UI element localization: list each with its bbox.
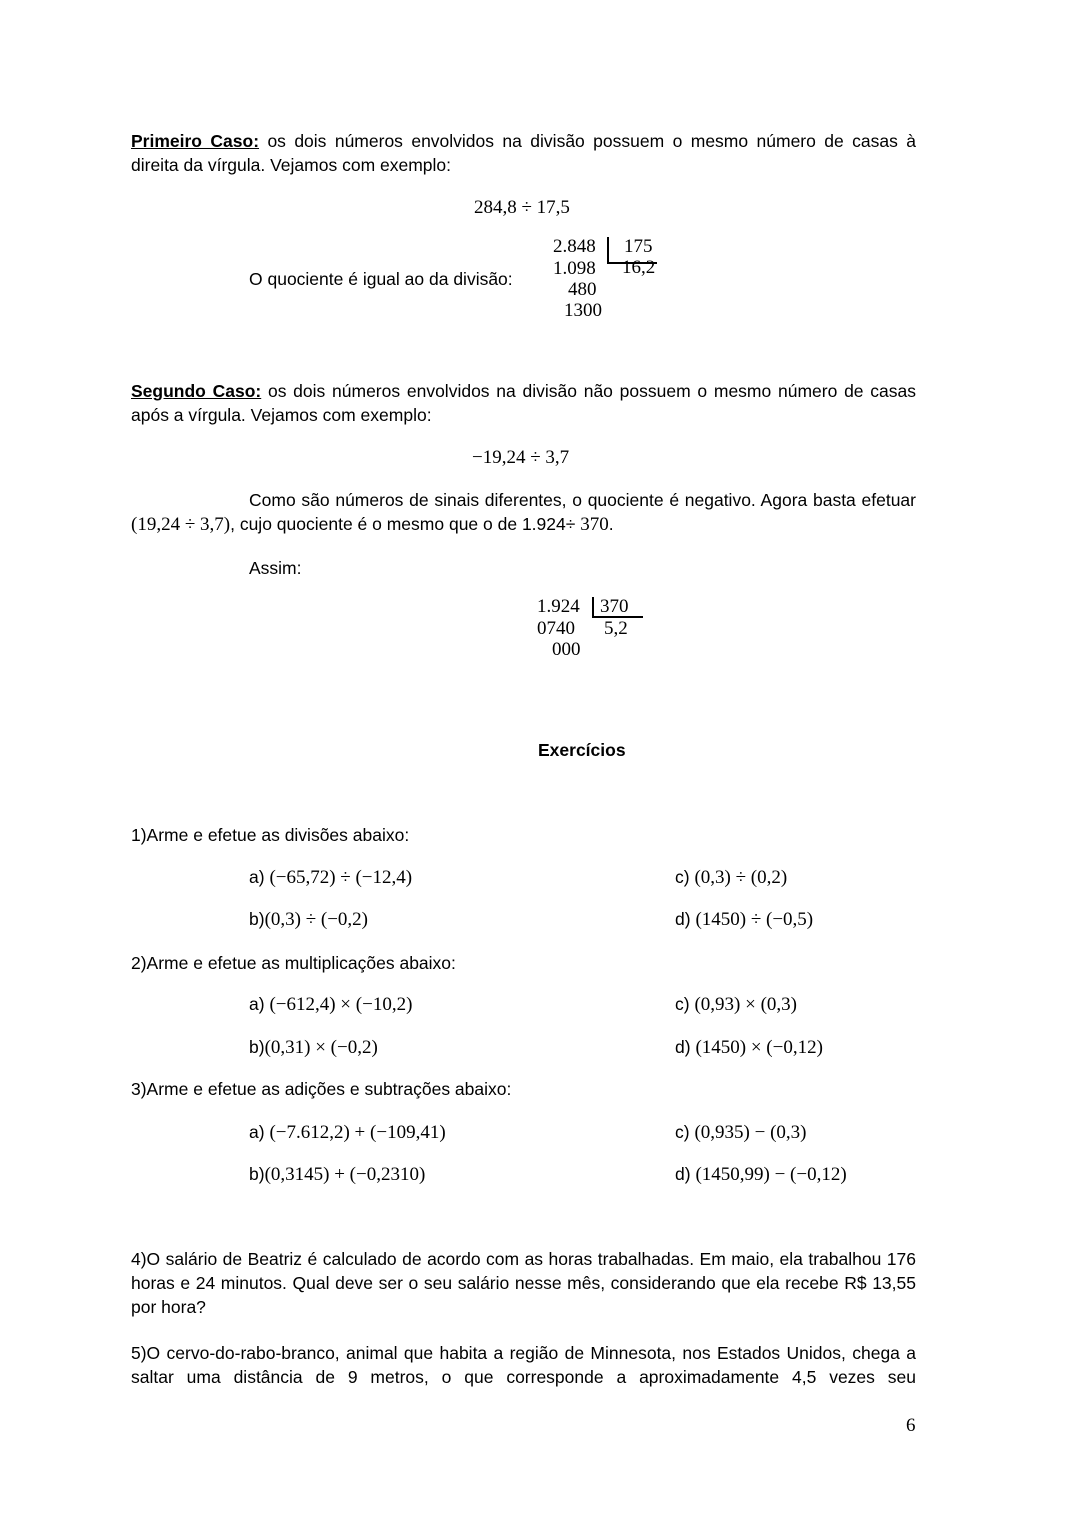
item-expression: (0,3) ÷ (0,2): [694, 867, 788, 888]
case2-divisor: 370: [600, 596, 629, 617]
case1-text: os dois números envolvidos na divisão possuem o mesmo número de casas à direita da vírgula. Vejamos com exemplo:: [131, 131, 916, 175]
q2-item-c: [675, 992, 797, 1017]
item-label: d): [675, 1037, 696, 1057]
explain-text: Como são números de sinais diferentes, o quociente é negativo. Agora basta efetuar: [249, 490, 916, 510]
case1-step: 1300: [564, 300, 602, 321]
q1-item-a: [249, 865, 412, 890]
case1-expression: 284,8 ÷ 17,5: [474, 197, 570, 218]
q1-item-c: [675, 865, 787, 890]
case2-explanation: [131, 488, 916, 537]
item-label: a): [249, 1122, 270, 1142]
q2-item-d: [675, 1035, 823, 1060]
item-label: c): [675, 867, 695, 887]
explain-text: , cujo quociente é o mesmo que o de 1.924÷: [230, 514, 581, 534]
item-label: a): [249, 994, 270, 1014]
item-expression: (0,3145) + (−0,2310): [264, 1164, 426, 1185]
case1-step: 1.098: [553, 258, 596, 279]
item-expression: (0,31) × (−0,2): [264, 1037, 378, 1058]
q1-item-d: [675, 907, 813, 932]
item-expression: (0,93) × (0,3): [694, 994, 797, 1015]
exercises-title: Exercícios: [538, 740, 626, 760]
case2-dividend: 1.924: [537, 596, 580, 617]
item-label: d): [675, 1164, 696, 1184]
q3-item-b: [249, 1162, 425, 1187]
division-bracket-vertical: [607, 237, 609, 263]
q4-text: 4)O salário de Beatriz é calculado de acordo com as horas trabalhadas. Em maio, ela trabalhou 176 horas e 24 minutos. Qual deve ser o seu salário nesse mês, considerando que ela recebe R$ 13,55 por hora?: [131, 1249, 916, 1317]
division-bracket-vertical: [592, 597, 594, 617]
q1-item-b: [249, 907, 368, 932]
item-expression: (1450,99) − (−0,12): [695, 1164, 847, 1185]
case1-heading: Primeiro Caso:: [131, 131, 260, 151]
item-label: b): [249, 1164, 265, 1184]
case1-quotient: 16,2: [622, 257, 656, 278]
case1-step: 480: [568, 279, 597, 300]
case1-dividend: 2.848: [553, 236, 596, 257]
item-expression: (1450) ÷ (−0,5): [695, 909, 814, 930]
q3-item-d: [675, 1162, 847, 1187]
q2-item-a: [249, 992, 412, 1017]
q3-item-a: [249, 1120, 446, 1145]
q2-item-b: [249, 1035, 378, 1060]
assim-label: Assim:: [249, 558, 302, 578]
item-expression: (−65,72) ÷ (−12,4): [269, 867, 413, 888]
q3-item-c: [675, 1120, 806, 1145]
item-label: a): [249, 867, 270, 887]
case2-quotient: 5,2: [604, 618, 628, 639]
item-expression: (1450) × (−0,12): [695, 1037, 823, 1058]
item-label: b): [249, 909, 265, 929]
item-label: b): [249, 1037, 265, 1057]
item-expression: (−7.612,2) + (−109,41): [269, 1122, 446, 1143]
case2-text: os dois números envolvidos na divisão não possuem o mesmo número de casas após a vírgula. Vejamos com exemplo:: [131, 381, 916, 425]
item-expression: (0,935) − (0,3): [694, 1122, 807, 1143]
q5-text: 5)O cervo-do-rabo-branco, animal que habita a região de Minnesota, nos Estados Unidos, chega a saltar uma distância de 9 metros, o que corresponde a aproximadamente 4,5 vezes seu: [131, 1343, 916, 1387]
case1-paragraph: [131, 129, 916, 177]
case1-label: O quociente é igual ao da divisão:: [249, 269, 513, 289]
explain-text: .: [608, 514, 614, 534]
case2-step: 000: [552, 639, 581, 660]
q2-prompt: 2)Arme e efetue as multiplicações abaixo:: [131, 953, 456, 973]
item-expression: (−612,4) × (−10,2): [269, 994, 413, 1015]
case2-expression: −19,24 ÷ 3,7: [472, 447, 570, 468]
item-expression: (0,3) ÷ (−0,2): [264, 909, 369, 930]
item-label: d): [675, 909, 696, 929]
explain-number: 370: [580, 514, 609, 535]
case2-step: 0740: [537, 618, 575, 639]
q3-prompt: 3)Arme e efetue as adições e subtrações abaixo:: [131, 1079, 512, 1099]
item-label: c): [675, 1122, 695, 1142]
page-number: 6: [906, 1415, 916, 1436]
case2-heading: Segundo Caso:: [131, 381, 262, 401]
item-label: c): [675, 994, 695, 1014]
explain-expression: (19,24 ÷ 3,7): [131, 514, 231, 535]
case2-paragraph: [131, 379, 916, 427]
q1-prompt: 1)Arme e efetue as divisões abaixo:: [131, 825, 410, 845]
case1-divisor: 175: [624, 236, 653, 257]
